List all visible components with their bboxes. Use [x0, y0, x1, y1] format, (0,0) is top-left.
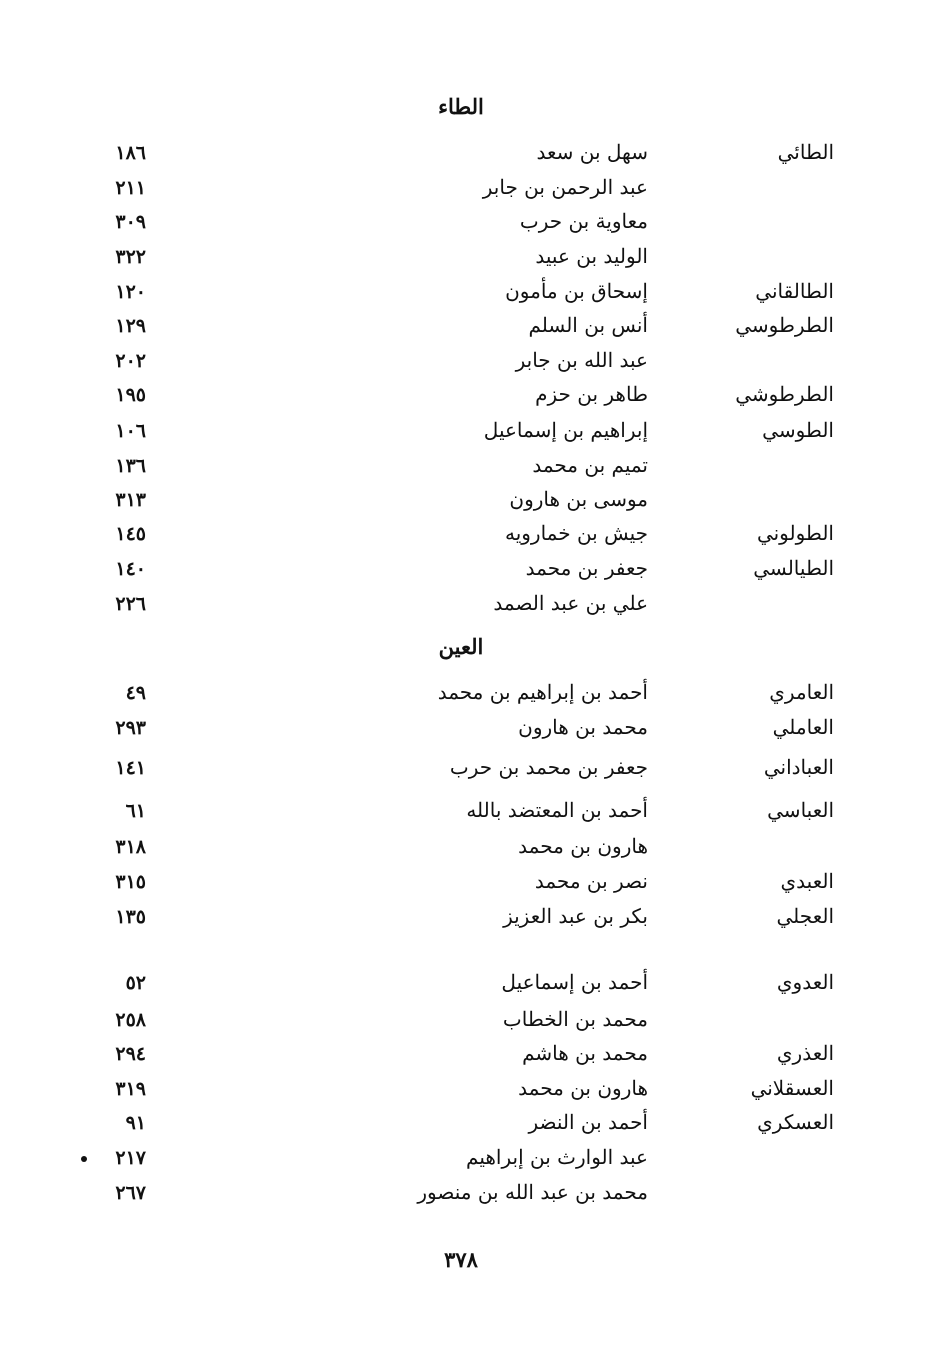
entry-name: بكر بن عبد العزيز [503, 904, 648, 928]
section-heading: العين [438, 634, 484, 659]
entry-page-number: ١٤١ [115, 757, 146, 779]
entry-page-number: ٢٦٧ [115, 1182, 146, 1204]
entry-page-number: ٣١٣ [115, 489, 146, 511]
entry-nisba: الطوسي [762, 418, 834, 442]
page-number: ٣٧٨ [444, 1247, 478, 1272]
index-entry [0, 904, 940, 938]
index-entry [0, 175, 940, 209]
entry-name: هارون بن محمد [518, 834, 648, 858]
entry-name: سهل بن سعد [536, 140, 648, 164]
index-entry [0, 418, 940, 452]
entry-page-number: ١٣٥ [115, 906, 146, 928]
entry-page-number: ٩١ [125, 1112, 146, 1134]
index-entry [0, 869, 940, 903]
entry-nisba: الطرطوسي [735, 313, 834, 337]
entry-page-number: ٤٩ [125, 682, 146, 704]
entry-nisba: الطرطوشي [735, 382, 834, 406]
entry-name: أنس بن السلم [528, 313, 648, 337]
entry-nisba: الطيالسي [753, 556, 834, 580]
index-entry [0, 680, 940, 714]
index-entry [0, 1110, 940, 1144]
entry-nisba: العسكري [757, 1110, 834, 1134]
index-entry [0, 348, 940, 382]
index-entry [0, 313, 940, 347]
entry-name: محمد بن الخطاب [502, 1007, 648, 1031]
entry-name: محمد بن هارون [518, 715, 648, 739]
entry-page-number: ١٠٦ [115, 420, 146, 442]
index-entry [0, 556, 940, 590]
entry-name: عبد الله بن جابر [515, 348, 648, 372]
entry-name: إبراهيم بن إسماعيل [483, 418, 648, 442]
entry-nisba: العدوي [776, 970, 834, 994]
index-entry [0, 970, 940, 1004]
index-entry [0, 1145, 940, 1179]
index-entry [0, 382, 940, 416]
entry-nisba: العباسي [767, 798, 834, 822]
index-entry [0, 834, 940, 868]
entry-name: أحمد بن إسماعيل [501, 970, 648, 994]
entry-name: الوليد بن عبيد [535, 244, 648, 268]
index-entry [0, 279, 940, 313]
entry-nisba: العذري [776, 1041, 834, 1065]
index-entry [0, 798, 940, 832]
index-entry [0, 1007, 940, 1041]
entry-nisba: الطولوني [756, 521, 834, 545]
entry-name: جعفر بن محمد [525, 556, 648, 580]
entry-page-number: ٣١٨ [115, 836, 146, 858]
index-entry [0, 715, 940, 749]
entry-page-number: ١٨٦ [115, 142, 146, 164]
index-entry [0, 1041, 940, 1075]
index-entry [0, 487, 940, 521]
index-entry [0, 591, 940, 625]
entry-page-number: ٣٠٩ [115, 211, 146, 233]
index-entry [0, 1180, 940, 1214]
entry-page-number: ١٢٠ [115, 281, 146, 303]
entry-name: جيش بن خمارويه [504, 521, 648, 545]
entry-nisba: العجلي [776, 904, 834, 928]
entry-nisba: العبدي [780, 869, 834, 893]
entry-page-number: ٢٩٣ [115, 717, 146, 739]
entry-page-number: ٥٢ [125, 972, 146, 994]
entry-page-number: ٢٠٢ [115, 350, 146, 372]
section-heading: الطاء [438, 94, 484, 119]
entry-name: عبد الوارث بن إبراهيم [466, 1145, 648, 1169]
entry-page-number: ٦١ [125, 800, 146, 822]
entry-page-number: ٢٢٦ [115, 593, 146, 615]
entry-nisba: العباداني [763, 755, 834, 779]
entry-name: محمد بن عبد الله بن منصور [417, 1180, 648, 1204]
entry-nisba: العسقلاني [750, 1076, 834, 1100]
entry-name: علي بن عبد الصمد [493, 591, 648, 615]
entry-name: أحمد بن النضر [528, 1110, 648, 1134]
entry-nisba: الطالقاني [755, 279, 834, 303]
index-entry [0, 140, 940, 174]
index-entry [0, 453, 940, 487]
entry-page-number: ٢٩٤ [115, 1043, 146, 1065]
entry-page-number: ٣٢٢ [115, 246, 146, 268]
entry-name: عبد الرحمن بن جابر [482, 175, 648, 199]
entry-name: أحمد بن المعتضد بالله [466, 798, 648, 822]
entry-page-number: ٣١٥ [115, 871, 146, 893]
entry-nisba: العامري [769, 680, 834, 704]
entry-page-number: ٣١٩ [115, 1078, 146, 1100]
entry-page-number: ٢١٧ [115, 1147, 146, 1169]
entry-page-number: ١٩٥ [115, 384, 146, 406]
entry-page-number: ١٤٥ [115, 523, 146, 545]
entry-name: جعفر بن محمد بن حرب [449, 755, 648, 779]
entry-name: موسى بن هارون [509, 487, 648, 511]
entry-name: معاوية بن حرب [519, 209, 648, 233]
entry-nisba: الطائي [777, 140, 834, 164]
index-entry [0, 1076, 940, 1110]
entry-page-number: ٢٥٨ [115, 1009, 146, 1031]
index-entry [0, 209, 940, 243]
entry-name: تميم بن محمد [532, 453, 648, 477]
entry-name: إسحاق بن مأمون [505, 279, 648, 303]
entry-page-number: ١٤٠ [115, 558, 146, 580]
entry-name: محمد بن هاشم [522, 1041, 648, 1065]
entry-name: هارون بن محمد [518, 1076, 648, 1100]
entry-name: نصر بن محمد [534, 869, 648, 893]
entry-name: أحمد بن إبراهيم بن محمد [437, 680, 648, 704]
ink-dot [81, 1156, 87, 1162]
entry-nisba: العاملي [772, 715, 834, 739]
entry-name: طاهر بن حزم [535, 382, 648, 406]
index-entry [0, 521, 940, 555]
index-entry [0, 244, 940, 278]
entry-page-number: ١٣٦ [115, 455, 146, 477]
index-entry [0, 755, 940, 789]
entry-page-number: ١٢٩ [115, 315, 146, 337]
entry-page-number: ٢١١ [115, 177, 146, 199]
